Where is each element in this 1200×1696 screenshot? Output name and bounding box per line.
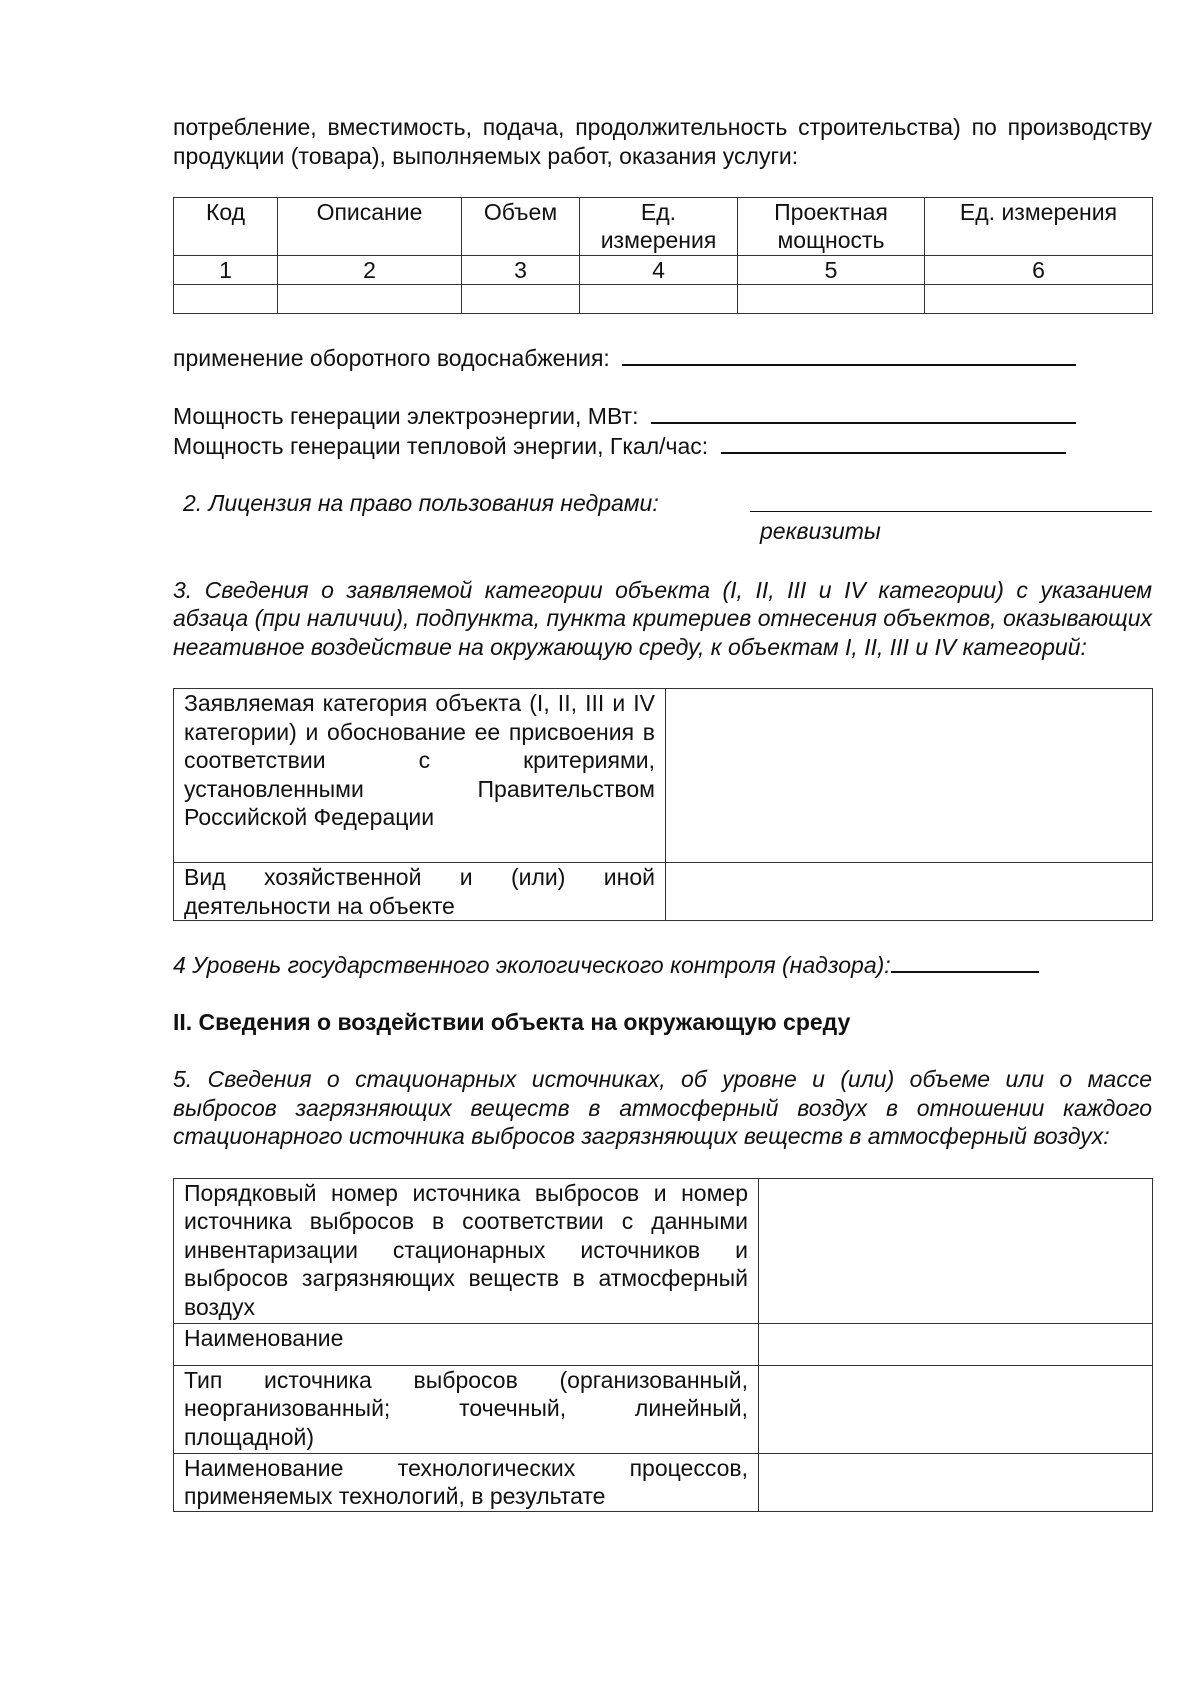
- category-table: [173, 688, 1153, 921]
- table-row: [174, 1365, 1153, 1453]
- process-value-cell[interactable]: [759, 1453, 1153, 1511]
- emissions-table: [173, 1178, 1153, 1512]
- table-row: [174, 1178, 1153, 1323]
- table-row: [174, 863, 1153, 921]
- name-value-cell[interactable]: [759, 1323, 1153, 1365]
- section4-label: 4 Уровень государственного экологического контроля (надзора):: [173, 952, 891, 978]
- table-empty-row: [174, 285, 1153, 314]
- heat-input-line[interactable]: [721, 430, 1066, 454]
- number-cell: 3: [462, 256, 580, 285]
- category-value-cell[interactable]: [666, 689, 1153, 863]
- production-table: [173, 197, 1153, 314]
- section3-text: 3. Сведения о заявляемой категории объекта (I, II, III и IV категории) с указанием абзаца (при наличии), подпункта, пункта критериев отнесения объектов, оказывающих негативное воздействие на окружающую среду, к объектам I, II, III и IV категорий:: [173, 576, 1152, 660]
- source-type-value-cell[interactable]: [759, 1365, 1153, 1453]
- section5-text: 5. Сведения о стационарных источниках, об уровне и (или) объеме или о массе выбросов загрязняющих веществ в атмосферный воздух в отношении каждого стационарного источника выбросов загрязняющих веществ в атмосферный воздух:: [173, 1066, 1152, 1149]
- header-cell: Код: [174, 198, 278, 256]
- source-number-label-cell: Порядковый номер источника выбросов и номер источника выбросов в соответствии с данными инвентаризации стационарных источников и выбросов загрязняющих веществ в атмосферный воздух: [174, 1178, 759, 1323]
- number-cell: 4: [580, 256, 738, 285]
- heat-field-row: [173, 430, 1152, 461]
- number-cell: 5: [738, 256, 925, 285]
- power-field-row: [173, 400, 1152, 431]
- table-header-row: [174, 198, 1153, 256]
- table-row: [174, 1323, 1153, 1365]
- power-input-line[interactable]: [651, 400, 1076, 424]
- empty-cell[interactable]: [462, 285, 580, 314]
- header-cell: Ед. измерения: [580, 198, 738, 256]
- header-cell: Ед. измерения: [925, 198, 1153, 256]
- activity-label-cell: Вид хозяйственной и (или) иной деятельности на объекте: [174, 863, 666, 921]
- name-label-cell: Наименование: [174, 1323, 759, 1365]
- number-cell: 1: [174, 256, 278, 285]
- heat-label: Мощность генерации тепловой энергии, Гкал/час:: [173, 433, 709, 459]
- process-label-cell: Наименование технологических процессов, применяемых технологий, в результате: [174, 1453, 759, 1511]
- empty-cell[interactable]: [580, 285, 738, 314]
- header-cell: Объем: [462, 198, 580, 256]
- document-page: [173, 113, 1152, 1512]
- intro-paragraph: потребление, вместимость, подача, продолжительность строительства) по производству продукции (товара), выполняемых работ, оказания услуги:: [173, 114, 1152, 169]
- license-sublabel: реквизиты: [760, 517, 881, 544]
- power-label: Мощность генерации электроэнергии, МВт:: [173, 402, 639, 429]
- water-label: применение оборотного водоснабжения:: [173, 345, 610, 371]
- empty-cell[interactable]: [925, 285, 1153, 314]
- source-number-value-cell[interactable]: [759, 1178, 1153, 1323]
- activity-value-cell[interactable]: [666, 863, 1153, 921]
- license-input-line[interactable]: [750, 489, 1152, 512]
- table-row: [174, 689, 1153, 863]
- water-input-line[interactable]: [622, 342, 1076, 366]
- license-label: 2. Лицензия на право пользования недрами:: [183, 489, 659, 516]
- water-field-row: [173, 342, 1152, 373]
- license-block: [173, 489, 1152, 547]
- section-heading: II. Сведения о воздействии объекта на окружающую среду: [173, 1008, 851, 1035]
- header-cell: Описание: [278, 198, 462, 256]
- empty-cell[interactable]: [174, 285, 278, 314]
- table-number-row: [174, 256, 1153, 285]
- source-type-label-cell: Тип источника выбросов (организованный, неорганизованный; точечный, линейный, площадной): [174, 1365, 759, 1453]
- table-row: [174, 1453, 1153, 1511]
- empty-cell[interactable]: [738, 285, 925, 314]
- number-cell: 6: [925, 256, 1153, 285]
- number-cell: 2: [278, 256, 462, 285]
- section4-row: [173, 949, 1152, 980]
- empty-cell[interactable]: [278, 285, 462, 314]
- header-cell: Проектная мощность: [738, 198, 925, 256]
- section4-input-line[interactable]: [891, 949, 1039, 973]
- category-label-cell: Заявляемая категория объекта (I, II, III и IV категории) и обоснование ее присвоения в соответствии с критериями, установленными Правительством Российской Федерации: [174, 689, 666, 863]
